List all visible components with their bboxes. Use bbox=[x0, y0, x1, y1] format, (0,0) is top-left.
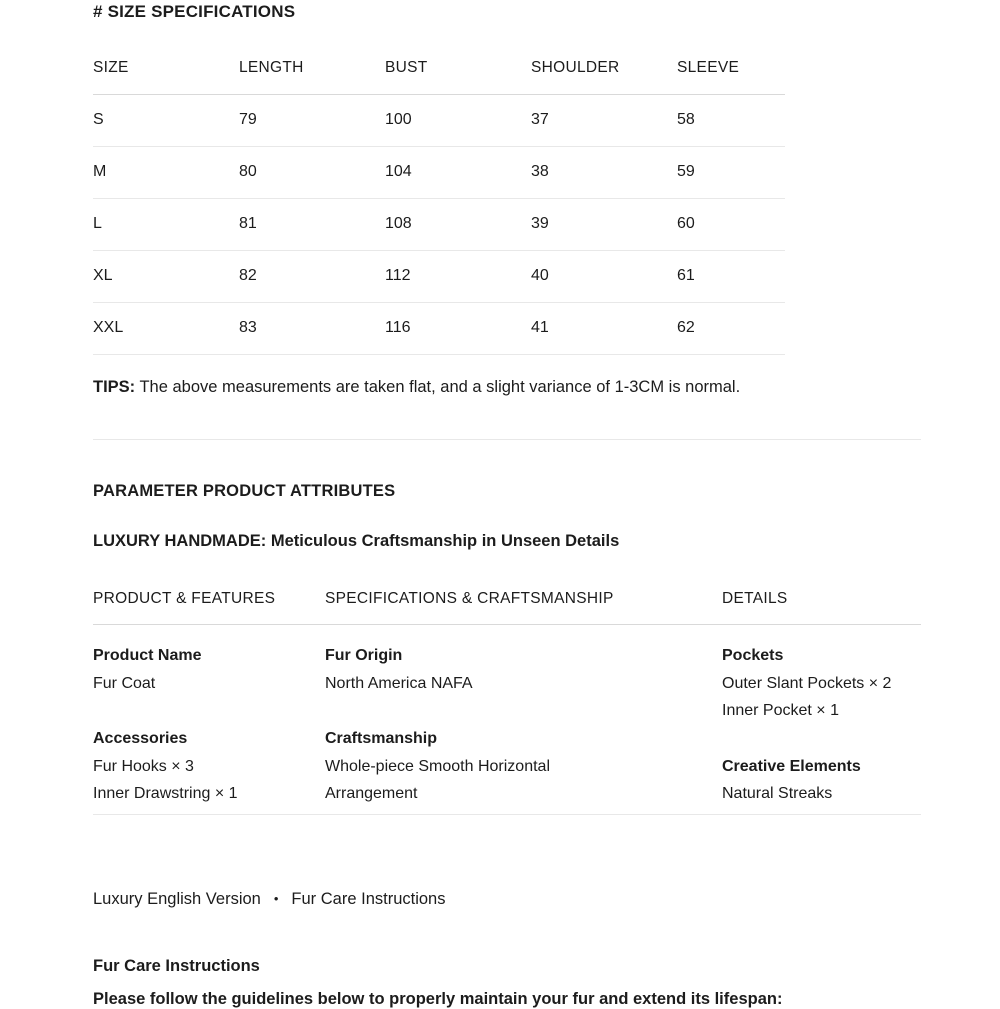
attributes-table bbox=[93, 590, 921, 815]
size-table-row-xxl bbox=[93, 303, 785, 355]
bust-cell: 100 bbox=[385, 95, 531, 147]
breadcrumb-separator-dot: • bbox=[273, 890, 279, 906]
attribute-title: Craftsmanship bbox=[325, 730, 438, 747]
care-instructions-section bbox=[93, 888, 921, 1009]
attribute-group bbox=[325, 725, 712, 808]
care-instructions-title: Fur Care Instructions bbox=[93, 956, 260, 975]
size-specifications-section bbox=[93, 2, 921, 397]
attribute-value: Fur Coat bbox=[93, 674, 156, 692]
sleeve-cell: 60 bbox=[677, 199, 785, 251]
attributes-table-row bbox=[93, 625, 921, 815]
shoulder-cell: 41 bbox=[531, 303, 677, 355]
attribute-value: Inner Pocket × 1 bbox=[722, 702, 839, 719]
product-attributes-section bbox=[93, 481, 921, 815]
size-cell: M bbox=[93, 147, 239, 199]
size-cell: S bbox=[93, 95, 239, 147]
size-table-header-length: LENGTH bbox=[239, 59, 385, 95]
size-table-header-row bbox=[93, 59, 785, 95]
luxury-handmade-label: LUXURY HANDMADE: bbox=[93, 532, 267, 550]
length-cell: 79 bbox=[239, 95, 385, 147]
length-cell: 82 bbox=[239, 251, 385, 303]
size-table-row-s bbox=[93, 95, 785, 147]
section-divider bbox=[93, 439, 921, 440]
attributes-header-details: DETAILS bbox=[722, 590, 921, 625]
size-tips-text: The above measurements are taken flat, and a slight variance of 1-3CM is normal. bbox=[139, 378, 741, 396]
length-cell: 80 bbox=[239, 147, 385, 199]
attributes-col-product bbox=[93, 625, 325, 815]
attribute-title: Product Name bbox=[93, 647, 202, 664]
attribute-value: North America NAFA bbox=[325, 674, 473, 692]
shoulder-cell: 39 bbox=[531, 199, 677, 251]
attributes-table-header-row bbox=[93, 590, 921, 625]
product-attributes-title: PARAMETER PRODUCT ATTRIBUTES bbox=[93, 482, 396, 500]
attribute-group bbox=[93, 642, 315, 697]
shoulder-cell: 40 bbox=[531, 251, 677, 303]
breadcrumb-fur-care-instructions: Fur Care Instructions bbox=[291, 889, 446, 908]
attribute-value: Arrangement bbox=[325, 785, 418, 802]
shoulder-cell: 38 bbox=[531, 147, 677, 199]
shoulder-cell: 37 bbox=[531, 95, 677, 147]
size-tips-label: TIPS: bbox=[93, 378, 136, 396]
size-table-header-shoulder: SHOULDER bbox=[531, 59, 677, 95]
size-tips bbox=[93, 378, 921, 397]
length-cell: 81 bbox=[239, 199, 385, 251]
attribute-value: Whole-piece Smooth Horizontal bbox=[325, 757, 550, 775]
size-table-row-m bbox=[93, 147, 785, 199]
attribute-group bbox=[325, 642, 712, 697]
luxury-handmade-subtitle bbox=[93, 531, 921, 551]
attributes-col-specifications bbox=[325, 625, 722, 815]
size-table bbox=[93, 59, 785, 355]
attributes-col-details bbox=[722, 625, 921, 815]
sleeve-cell: 59 bbox=[677, 147, 785, 199]
size-cell: L bbox=[93, 199, 239, 251]
length-cell: 83 bbox=[239, 303, 385, 355]
bust-cell: 108 bbox=[385, 199, 531, 251]
bust-cell: 112 bbox=[385, 251, 531, 303]
attributes-table-head bbox=[93, 590, 921, 625]
size-cell: XL bbox=[93, 251, 239, 303]
attribute-group bbox=[93, 725, 315, 808]
attribute-value: Fur Hooks × 3 bbox=[93, 757, 194, 775]
attributes-header-product: PRODUCT & FEATURES bbox=[93, 590, 325, 625]
size-table-header-size: SIZE bbox=[93, 59, 239, 95]
size-table-header-sleeve: SLEEVE bbox=[677, 59, 785, 95]
bust-cell: 104 bbox=[385, 147, 531, 199]
bust-cell: 116 bbox=[385, 303, 531, 355]
sleeve-cell: 58 bbox=[677, 95, 785, 147]
attribute-value: Natural Streaks bbox=[722, 785, 833, 802]
size-cell: XXL bbox=[93, 303, 239, 355]
attribute-title: Accessories bbox=[93, 730, 188, 747]
attributes-header-specifications: SPECIFICATIONS & CRAFTSMANSHIP bbox=[325, 590, 722, 625]
attribute-value: Inner Drawstring × 1 bbox=[93, 785, 238, 802]
size-table-header-bust: BUST bbox=[385, 59, 531, 95]
attribute-title: Creative Elements bbox=[722, 757, 861, 775]
attribute-title: Fur Origin bbox=[325, 647, 403, 664]
attribute-group bbox=[722, 753, 911, 808]
sleeve-cell: 61 bbox=[677, 251, 785, 303]
size-table-body bbox=[93, 95, 785, 355]
attribute-title: Pockets bbox=[722, 647, 784, 664]
size-table-row-l bbox=[93, 199, 785, 251]
attribute-value: Outer Slant Pockets × 2 bbox=[722, 674, 892, 692]
breadcrumb bbox=[93, 888, 921, 910]
attribute-group bbox=[722, 642, 911, 725]
size-table-row-xl bbox=[93, 251, 785, 303]
care-instructions-intro: Please follow the guidelines below to properly maintain your fur and extend its lifespan: bbox=[93, 989, 783, 1008]
luxury-handmade-text: Meticulous Craftsmanship in Unseen Details bbox=[270, 532, 620, 550]
sleeve-cell: 62 bbox=[677, 303, 785, 355]
size-table-head bbox=[93, 59, 785, 95]
breadcrumb-luxury-english-version: Luxury English Version bbox=[93, 889, 261, 908]
attributes-table-body bbox=[93, 625, 921, 815]
size-specifications-title: # SIZE SPECIFICATIONS bbox=[93, 2, 296, 21]
